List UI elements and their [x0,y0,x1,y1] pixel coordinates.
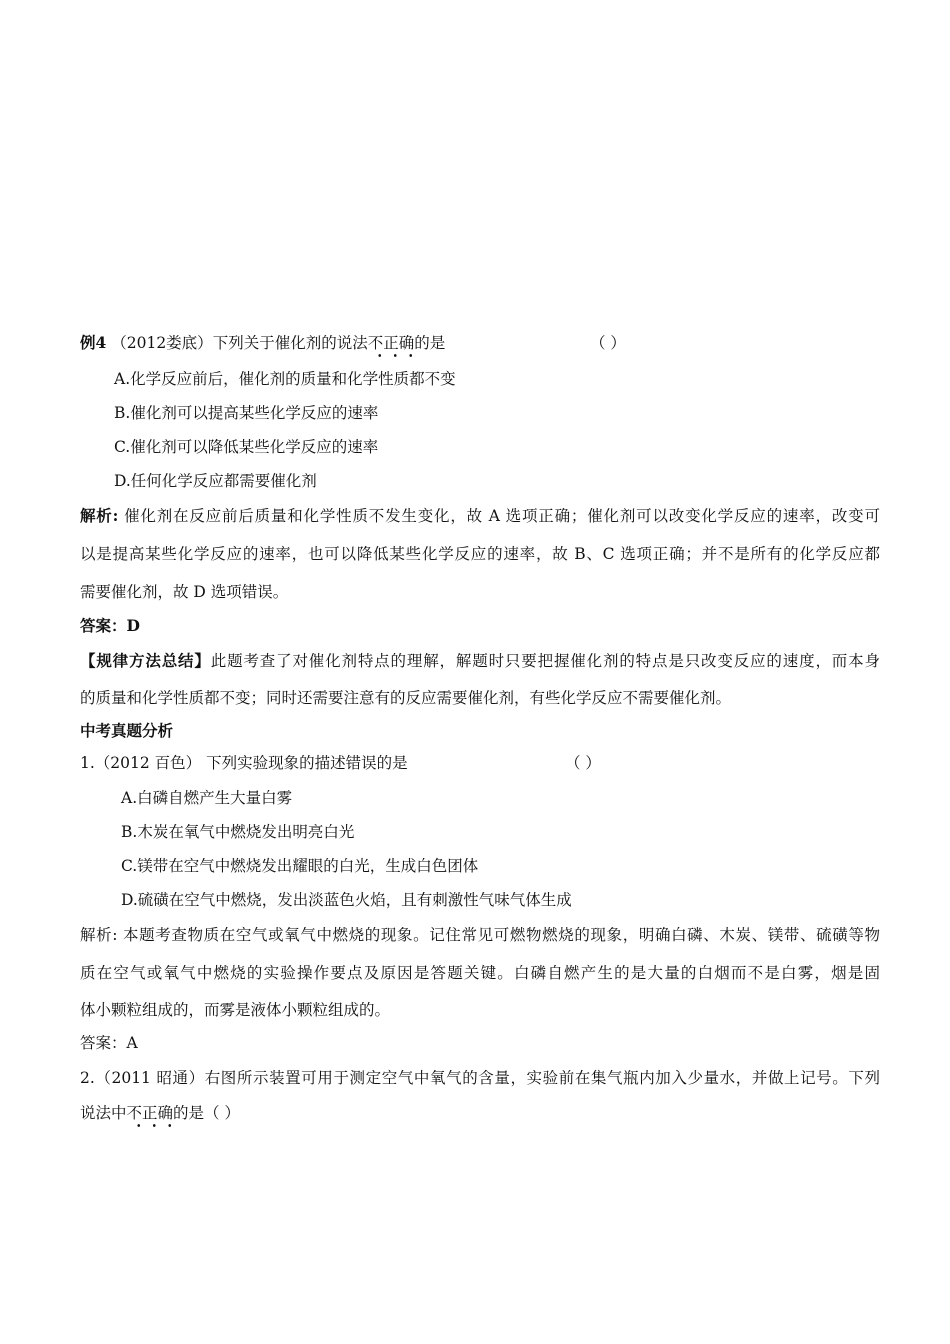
example4-analysis-label: 解析: [80,506,119,525]
q1-option-b: B.木炭在氧气中燃烧发出明亮白光 [121,823,355,841]
example4-analysis-line-1 [80,506,880,526]
example4-answer: 答案：D [80,616,140,635]
example4-option-c: C.催化剂可以降低某些化学反应的速率 [114,438,379,456]
q2-stem-emphasis: 不正确 [126,1104,174,1122]
q1-option-c: C.镁带在空气中燃烧发出耀眼的白光，生成白色团体 [121,857,479,875]
q1-stem [80,753,880,773]
example4-summary-label: 【规律方法总结】 [80,651,211,670]
q1-analysis-line-2: 质在空气或氧气中燃烧的实验操作要点及原因是答题关键。白磷自燃产生的是大量的白烟而不是白雾，烟是固 [80,964,880,982]
q1-option-d: D.硫磺在空气中燃烧，发出淡蓝色火焰，且有刺激性气味气体生成 [121,891,572,909]
example4-stem-post: 的是 [414,334,446,352]
q2-stem-line-1: 2.（2011 昭通）右图所示装置可用于测定空气中氧气的含量，实验前在集气瓶内加入少量水，并做上记号。下列 [80,1069,880,1087]
q1-answer-blank: （ ） [565,754,601,772]
q2-stem-post: 的是（ ） [173,1104,240,1122]
q1-analysis-line-3: 体小颗粒组成的，而雾是液体小颗粒组成的。 [80,1001,391,1019]
example4-option-d: D.任何化学反应都需要催化剂 [114,472,317,490]
example4-analysis-text-1: 催化剂在反应前后质量和化学性质不发生变化，故 A 选项正确；催化剂可以改变化学反应的速率，改变可 [118,507,880,525]
example4-stem-emphasis: 不正确 [367,334,415,352]
example4-analysis-line-3: 需要催化剂，故 D 选项错误。 [80,583,289,601]
section-title: 中考真题分析 [80,721,174,740]
example4-summary-line-2: 的质量和化学性质都不变；同时还需要注意有的反应需要催化剂，有些化学反应不需要催化剂。 [80,689,732,707]
example4-summary-text-1: 此题考查了对催化剂特点的理解，解题时只要把握催化剂的特点是只改变反应的速度，而本身 [210,652,880,670]
example4-stem [80,333,880,353]
q1-stem-text: 1.（2012 百色） 下列实验现象的描述错误的是 [80,754,408,772]
example4-label: 例4 [80,333,107,352]
example4-stem-pre: 下列关于催化剂的说法 [212,334,368,352]
example4-option-a: A.化学反应前后，催化剂的质量和化学性质都不变 [114,370,456,388]
q1-option-a: A.白磷自燃产生大量白雾 [121,789,293,807]
q2-stem-line-2 [80,1103,880,1123]
example4-option-b: B.催化剂可以提高某些化学反应的速率 [114,404,379,422]
example4-analysis-line-2: 以是提高某些化学反应的速率，也可以降低某些化学反应的速率，故 B、C 选项正确；并不是所有的化学反应都 [80,545,880,563]
q1-answer: 答案：A [80,1034,138,1052]
q2-stem-pre: 说法中 [80,1104,127,1122]
example4-summary-line-1 [80,651,880,671]
q1-analysis-line-1: 解析: 本题考查物质在空气或氧气中燃烧的现象。记住常见可燃物燃烧的现象，明确白磷、木炭、镁带、硫磺等物 [80,926,880,944]
example4-answer-blank: （ ） [590,334,626,352]
example4-source: （2012娄底） [111,334,213,352]
